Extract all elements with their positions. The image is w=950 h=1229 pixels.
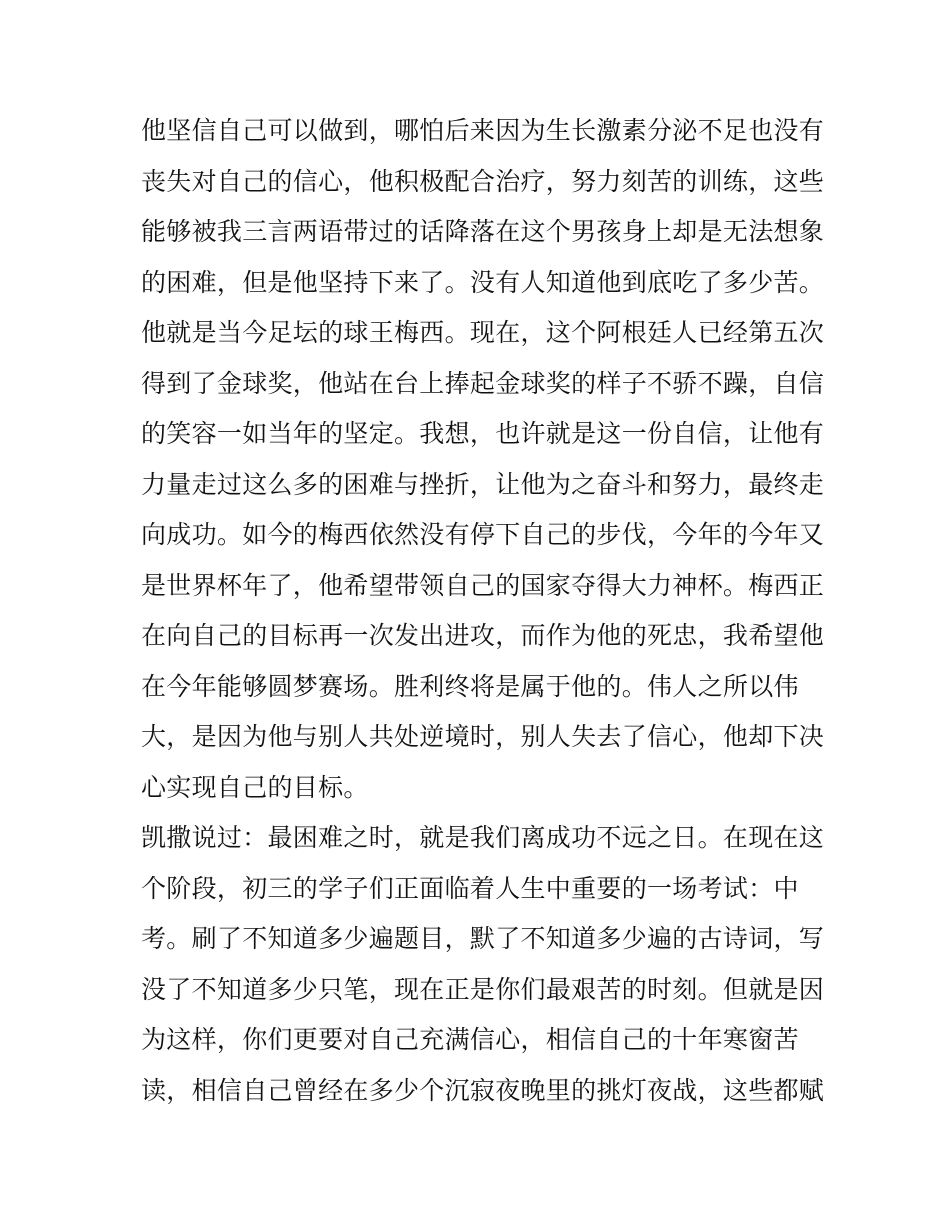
text-line: 考。刷了不知道多少遍题目，默了不知道多少遍的古诗词，写 bbox=[141, 924, 825, 953]
text-line: 没了不知道多少只笔，现在正是你们最艰苦的时刻。但就是因 bbox=[141, 974, 825, 1004]
text-line: 心实现自己的目标。 bbox=[141, 772, 369, 802]
text-line: 得到了金球奖，他站在台上捧起金球奖的样子不骄不躁，自信 bbox=[141, 368, 825, 398]
text-line: 的笑容一如当年的坚定。我想，也许就是这一份自信，让他有 bbox=[141, 419, 825, 448]
text-line: 向成功。如今的梅西依然没有停下自己的步伐，今年的今年又 bbox=[141, 520, 825, 549]
text-line: 丧失对自己的信心，他积极配合治疗，努力刻苦的训练，这些 bbox=[141, 166, 825, 196]
text-line: 他就是当今足坛的球王梅西。现在，这个阿根廷人已经第五次 bbox=[141, 318, 825, 347]
text-line: 在向自己的目标再一次发出进攻，而作为他的死忠，我希望他 bbox=[141, 621, 825, 650]
text-line: 的困难，但是他坚持下来了。没有人知道他到底吃了多少苦。 bbox=[141, 267, 825, 297]
text-line: 个阶段，初三的学子们正面临着人生中重要的一场考试：中 bbox=[141, 873, 799, 903]
text-line: 大，是因为他与别人共处逆境时，别人失去了信心，他却下决 bbox=[141, 722, 825, 751]
text-line: 凯撒说过：最困难之时，就是我们离成功不远之日。在现在这 bbox=[141, 823, 825, 852]
text-line: 他坚信自己可以做到，哪怕后来因为生长激素分泌不足也没有 bbox=[141, 116, 825, 145]
text-line: 在今年能够圆梦赛场。胜利终将是属于他的。伟人之所以伟 bbox=[141, 671, 799, 701]
text-line: 为这样，你们更要对自己充满信心，相信自己的十年寒窗苦 bbox=[141, 1025, 799, 1054]
document-body bbox=[141, 106, 825, 1116]
text-line: 力量走过这么多的困难与挫折，让他为之奋斗和努力，最终走 bbox=[141, 469, 825, 499]
text-line: 是世界杯年了，他希望带领自己的国家夺得大力神杯。梅西正 bbox=[141, 570, 825, 600]
text-line: 能够被我三言两语带过的话降落在这个男孩身上却是无法想象 bbox=[141, 217, 825, 246]
text-line: 读，相信自己曾经在多少个沉寂夜晚里的挑灯夜战，这些都赋 bbox=[141, 1075, 825, 1105]
